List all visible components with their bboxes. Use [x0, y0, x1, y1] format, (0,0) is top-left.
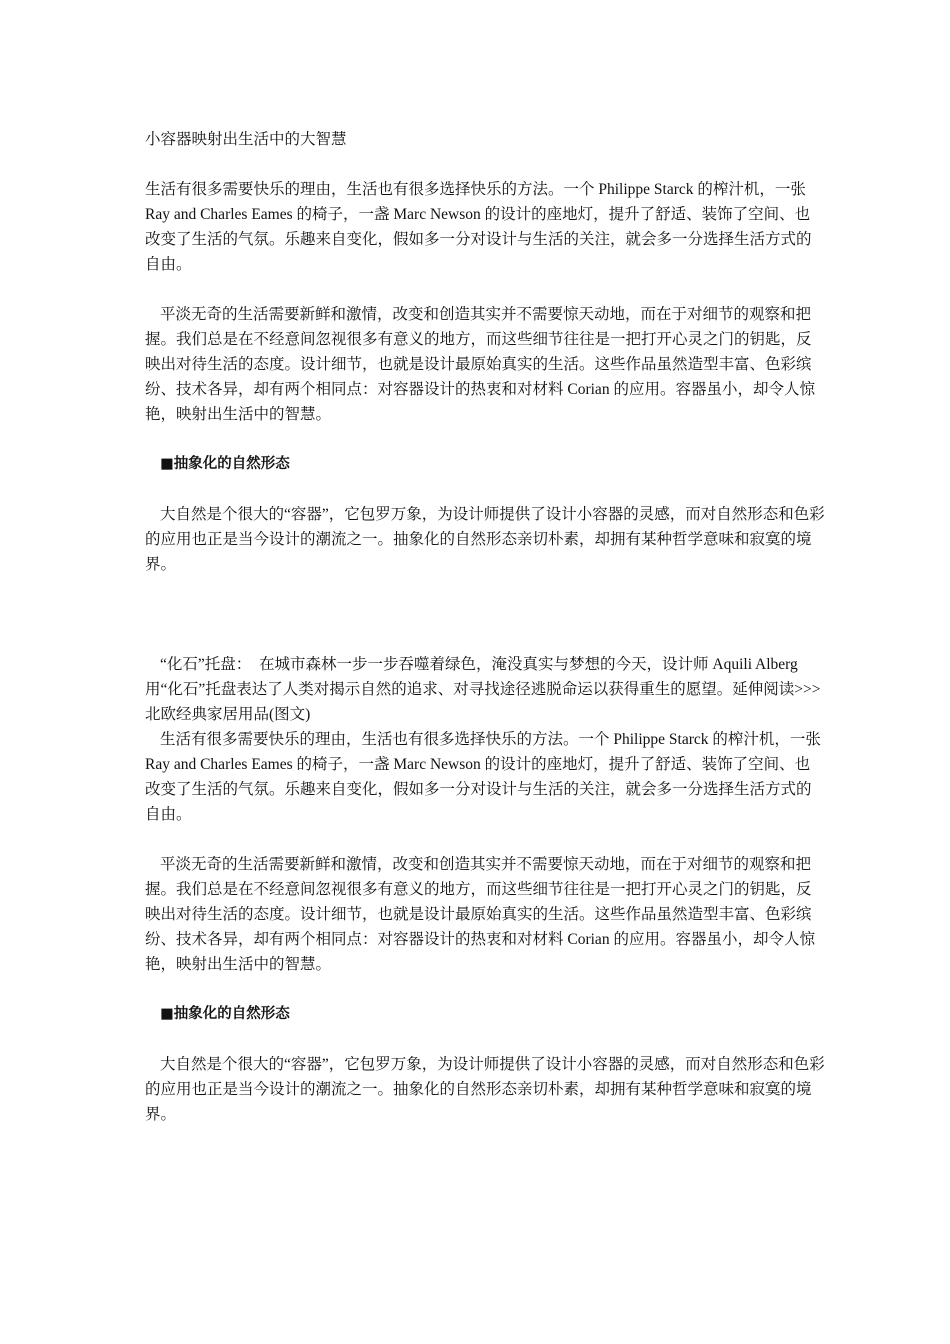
paragraph-intro-repeat: 生活有很多需要快乐的理由，生活也有很多选择快乐的方法。一个 Philippe Starck 的榨汁机，一张 Ray and Charles Eames 的椅子，一盏 Marc Newson 的设计的座地灯，提升了舒适、装饰了空间、也改变了生活的气氛。乐趣来自变化，假如多一分对设计与生活的关注，就会多一分选择生活方式的自由。: [145, 731, 821, 823]
document-body: [145, 127, 825, 1127]
paragraph-nature-container-repeat: 大自然是个很大的“容器”，它包罗万象，为设计师提供了设计小容器的灵感，而对自然形态和色彩的应用也正是当今设计的潮流之一。抽象化的自然形态亲切朴素，却拥有某种哲学意味和寂寞的境界。: [145, 1056, 825, 1123]
paragraph-intro: 生活有很多需要快乐的理由，生活也有很多选择快乐的方法。一个 Philippe Starck 的榨汁机，一张 Ray and Charles Eames 的椅子，一盏 Marc Newson 的设计的座地灯，提升了舒适、装饰了空间、也改变了生活的气氛。乐趣来自变化，假如多一分对设计与生活的关注，就会多一分选择生活方式的自由。: [145, 181, 812, 273]
paragraph-nature-container: 大自然是个很大的“容器”，它包罗万象，为设计师提供了设计小容器的灵感，而对自然形态和色彩的应用也正是当今设计的潮流之一。抽象化的自然形态亲切朴素，却拥有某种哲学意味和寂寞的境界。: [145, 506, 825, 573]
paragraph-details: 平淡无奇的生活需要新鲜和激情，改变和创造其实并不需要惊天动地，而在于对细节的观察和把握。我们总是在不经意间忽视很多有意义的地方，而这些细节往往是一把打开心灵之门的钥匙，反映出对待生活的态度。设计细节，也就是设计最原始真实的生活。这些作品虽然造型丰富、色彩缤纷、技术各异，却有两个相同点：对容器设计的热衷和对材料 Corian 的应用。容器虽小，却令人惊艳，映射出生活中的智慧。: [145, 306, 815, 423]
document-title: 小容器映射出生活中的大智慧: [145, 131, 347, 148]
paragraph-details-repeat: 平淡无奇的生活需要新鲜和激情，改变和创造其实并不需要惊天动地，而在于对细节的观察和把握。我们总是在不经意间忽视很多有意义的地方，而这些细节往往是一把打开心灵之门的钥匙，反映出对待生活的态度。设计细节，也就是设计最原始真实的生活。这些作品虽然造型丰富、色彩缤纷、技术各异，却有两个相同点：对容器设计的热衷和对材料 Corian 的应用。容器虽小，却令人惊艳，映射出生活中的智慧。: [145, 856, 815, 973]
section-heading-natural-forms-repeat: ■抽象化的自然形态: [160, 1006, 290, 1022]
paragraph-fossil-tray: “化石”托盘： 在城市森林一步一步吞噬着绿色，淹没真实与梦想的今天，设计师 Aquili Alberg 用“化石”托盘表达了人类对揭示自然的追求、对寻找途径逃脱命运以获得重生的愿望。延伸阅读>>>北欧经典家居用品(图文): [145, 656, 821, 723]
image-placeholder-space: [145, 577, 825, 627]
section-heading-natural-forms: ■抽象化的自然形态: [160, 456, 290, 472]
